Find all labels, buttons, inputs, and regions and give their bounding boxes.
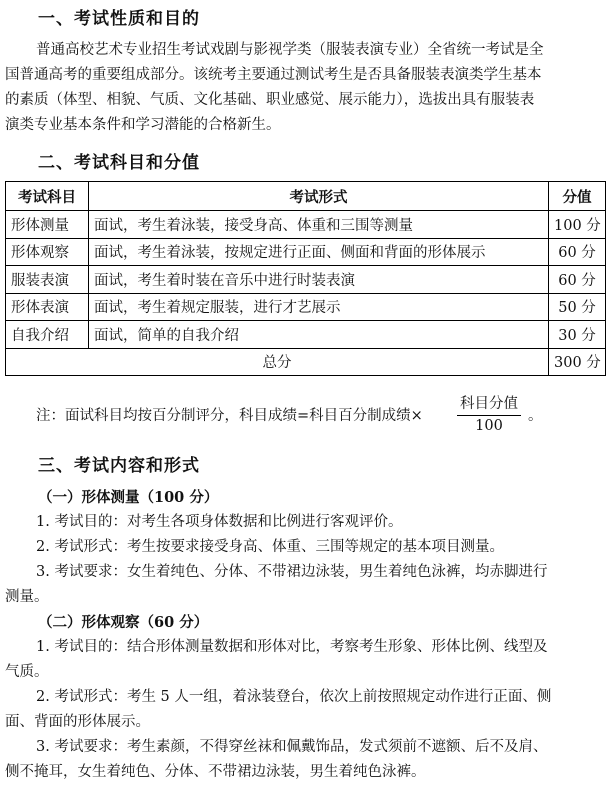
score-cell: 50 分 [549, 293, 606, 321]
subject-cell: 自我介绍 [6, 321, 89, 349]
total-value: 300 分 [549, 348, 606, 376]
table-header-row [6, 182, 606, 211]
fraction-denominator: 100 [475, 418, 503, 434]
format-cell: 面试，考生着时装在音乐中进行时装表演 [89, 266, 549, 294]
table-row [6, 321, 606, 349]
subject-cell: 服装表演 [6, 266, 89, 294]
subsection-1-title: （一）形体测量（100 分） [38, 489, 219, 506]
note-suffix: 。 [528, 408, 543, 424]
subject-cell: 形体表演 [6, 293, 89, 321]
subject-cell: 形体测量 [6, 211, 89, 239]
note-text: 注：面试科目均按百分制评分，科目成绩=科目百分制成绩× [36, 408, 423, 424]
table-row [6, 266, 606, 294]
sub1-line-1: 1. 考试目的：对考生各项身体数据和比例进行客观评价。 [36, 514, 403, 530]
score-cell: 60 分 [549, 266, 606, 294]
header-subject: 考试科目 [6, 182, 89, 211]
format-cell: 面试，简单的自我介绍 [89, 321, 549, 349]
section-1-title: 一、考试性质和目的 [38, 9, 200, 29]
sub2-line-4: 面、背面的形体展示。 [5, 714, 150, 730]
s1-line-3: 的素质（体型、相貌、气质、文化基础、职业感觉、展示能力），选拔出具有服装表 [5, 92, 535, 108]
table-row [6, 238, 606, 266]
sub2-line-5: 3. 考试要求：考生素颜，不得穿丝袜和佩戴饰品，发式须前不遮额、后不及肩、 [36, 739, 548, 755]
sub1-line-4: 测量。 [5, 589, 49, 605]
score-cell: 100 分 [549, 211, 606, 239]
s1-line-1: 普通高校艺术专业招生考试戏剧与影视学类（服装表演专业）全省统一考试是全 [36, 42, 544, 58]
section-2-title: 二、考试科目和分值 [38, 153, 200, 173]
format-cell: 面试，考生着泳装，按规定进行正面、侧面和背面的形体展示 [89, 238, 549, 266]
section-3-title: 三、考试内容和形式 [38, 456, 200, 476]
subject-cell: 形体观察 [6, 238, 89, 266]
sub1-line-2: 2. 考试形式：考生按要求接受身高、体重、三围等规定的基本项目测量。 [36, 539, 504, 555]
s1-line-4: 演类专业基本条件和学习潜能的合格新生。 [5, 117, 281, 133]
sub2-line-3: 2. 考试形式：考生 5 人一组，着泳装登台，依次上前按照规定动作进行正面、侧 [36, 689, 552, 705]
format-cell: 面试，考生着规定服装，进行才艺展示 [89, 293, 549, 321]
total-label: 总分 [6, 348, 549, 376]
score-cell: 60 分 [549, 238, 606, 266]
sub2-line-6: 侧不掩耳，女生着纯色、分体、不带裙边泳装，男生着纯色泳裤。 [5, 764, 426, 780]
score-cell: 30 分 [549, 321, 606, 349]
table-total-row [6, 348, 606, 376]
score-fraction [457, 394, 521, 436]
table-row [6, 211, 606, 239]
s1-line-2: 国普通高考的重要组成部分。该统考主要通过测试考生是否具备服装表演类学生基本 [5, 67, 542, 83]
table-row [6, 293, 606, 321]
sub2-line-2: 气质。 [5, 664, 49, 680]
sub2-line-1: 1. 考试目的：结合形体测量数据和形体对比，考察考生形象、形体比例、线型及 [36, 639, 548, 655]
subsection-2-title: （二）形体观察（60 分） [38, 614, 209, 631]
header-score: 分值 [549, 182, 606, 211]
sub1-line-3: 3. 考试要求：女生着纯色、分体、不带裙边泳装，男生着纯色泳裤，均赤脚进行 [36, 564, 548, 580]
score-table [5, 181, 606, 376]
header-format: 考试形式 [89, 182, 549, 211]
format-cell: 面试，考生着泳装，接受身高、体重和三围等测量 [89, 211, 549, 239]
fraction-numerator: 科目分值 [457, 394, 521, 416]
